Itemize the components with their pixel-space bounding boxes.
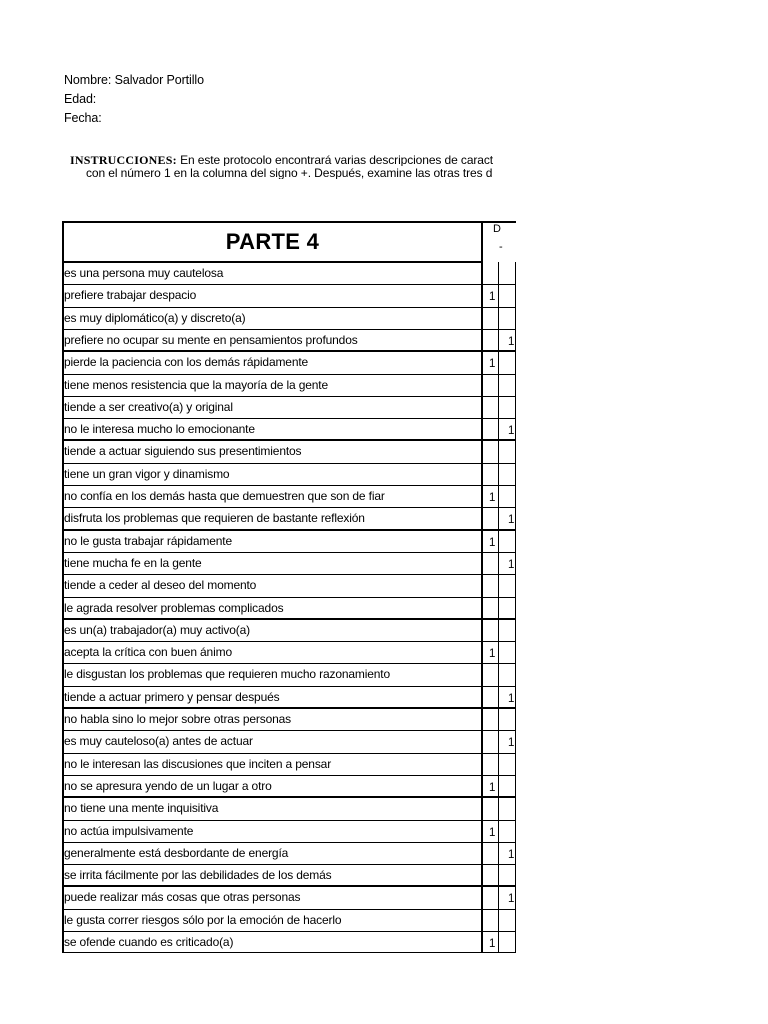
table-row: [62, 820, 516, 842]
row-description: se irrita fácilmente por las debilidades de los demás: [64, 868, 332, 883]
table-row: [62, 284, 516, 306]
row-description: no le interesa mucho lo emocionante: [64, 422, 255, 437]
row-mark-column-2: 1: [508, 848, 515, 861]
row-description: le gusta correr riesgos sólo por la emoción de hacerlo: [64, 912, 342, 927]
row-mark-column-1: 1: [489, 648, 496, 661]
table-title: PARTE 4: [63, 222, 482, 263]
row-description: le disgustan los problemas que requieren mucho razonamiento: [64, 667, 391, 682]
row-mark-column-1: 1: [489, 536, 496, 549]
row-description: tiene menos resistencia que la mayoría de la gente: [64, 377, 328, 392]
column-header-d: D: [493, 223, 501, 235]
row-mark-column-2: 1: [508, 558, 515, 571]
row-description: generalmente está desbordante de energía: [64, 845, 289, 860]
instructions-line-2: con el número 1 en la columna del signo +. Después, examine las otras tres d: [86, 167, 493, 179]
table-row: [62, 552, 516, 574]
column-header-minus: -: [499, 241, 503, 253]
row-mark-column-1: 1: [489, 826, 496, 839]
row-description: tiende a ser creativo(a) y original: [64, 399, 233, 414]
row-description: no se apresura yendo de un lugar a otro: [64, 778, 272, 793]
row-mark-column-2: 1: [508, 893, 515, 906]
table-row: [62, 440, 516, 462]
row-description: es un(a) trabajador(a) muy activo(a): [64, 622, 251, 637]
row-mark-column-2: 1: [508, 335, 515, 348]
parte-4-table: [62, 221, 516, 953]
row-description: tiende a ceder al deseo del momento: [64, 578, 257, 593]
row-description: tiende a actuar primero y pensar después: [64, 689, 280, 704]
row-mark-column-2: 1: [508, 737, 515, 750]
row-mark-column-1: 1: [489, 358, 496, 371]
table-row: [62, 396, 516, 418]
row-description: es muy cauteloso(a) antes de actuar: [64, 734, 253, 749]
row-description: tiene mucha fe en la gente: [64, 555, 202, 570]
header-fecha: Fecha:: [64, 111, 102, 125]
table-row: [62, 262, 516, 284]
row-description: acepta la crítica con buen ánimo: [64, 645, 232, 660]
table-row: [62, 797, 516, 819]
row-description: no le gusta trabajar rápidamente: [64, 533, 232, 548]
instructions-line-1: [70, 154, 516, 166]
row-mark-column-2: 1: [508, 514, 515, 527]
table-row: [62, 619, 516, 641]
row-description: no actúa impulsivamente: [64, 823, 194, 838]
row-mark-column-1: 1: [489, 291, 496, 304]
row-description: no le interesan las discusiones que inciten a pensar: [64, 756, 332, 771]
table-row: [62, 351, 516, 373]
grid-line: [62, 221, 516, 223]
row-description: es una persona muy cautelosa: [64, 266, 224, 280]
table-row: [62, 864, 516, 886]
table-row: [62, 663, 516, 685]
row-description: tiende a actuar siguiendo sus presentimientos: [64, 444, 302, 459]
row-description: puede realizar más cosas que otras personas: [64, 890, 301, 905]
table-row: [62, 507, 516, 529]
row-mark-column-2: 1: [508, 425, 515, 438]
table-row: [62, 530, 516, 552]
table-row: [62, 329, 516, 351]
row-mark-column-2: 1: [508, 692, 515, 705]
row-mark-column-1: 1: [489, 492, 496, 504]
row-mark-column-1: 1: [489, 781, 496, 794]
table-row: [62, 641, 516, 663]
row-mark-column-1: 1: [489, 938, 496, 950]
table-row: [62, 418, 516, 440]
row-description: no habla sino lo mejor sobre otras personas: [64, 712, 292, 726]
table-row: [62, 753, 516, 775]
header-edad: Edad:: [64, 92, 97, 106]
table-row: [62, 485, 516, 507]
row-description: prefiere no ocupar su mente en pensamientos profundos: [64, 332, 358, 347]
row-description: disfruta los problemas que requieren de bastante reflexión: [64, 511, 365, 526]
table-row: [62, 307, 516, 329]
row-description: tiene un gran vigor y dinamismo: [64, 466, 230, 481]
table-row: [62, 886, 516, 908]
table-row: [62, 842, 516, 864]
table-row: [62, 574, 516, 596]
row-description: no confía en los demás hasta que demuestren que son de fiar: [64, 489, 385, 503]
row-description: es muy diplomático(a) y discreto(a): [64, 310, 246, 325]
table-row: [62, 463, 516, 485]
header-nombre: Nombre: Salvador Portillo: [64, 73, 204, 87]
table-row: [62, 686, 516, 708]
table-row: [62, 909, 516, 931]
table-row: [62, 730, 516, 752]
row-description: pierde la paciencia con los demás rápidamente: [64, 355, 309, 370]
table-row: [62, 708, 516, 730]
row-description: le agrada resolver problemas complicados: [64, 600, 284, 615]
table-row: [62, 931, 516, 953]
row-description: no tiene una mente inquisitiva: [64, 801, 219, 816]
row-description: se ofende cuando es criticado(a): [64, 935, 234, 949]
table-row: [62, 775, 516, 797]
instructions-text-1: En este protocolo encontrará varias descripciones de caract: [180, 154, 494, 166]
table-row: [62, 597, 516, 619]
row-description: prefiere trabajar despacio: [64, 288, 197, 303]
instructions-label: INSTRUCCIONES:: [70, 154, 177, 166]
table-row: [62, 374, 516, 396]
